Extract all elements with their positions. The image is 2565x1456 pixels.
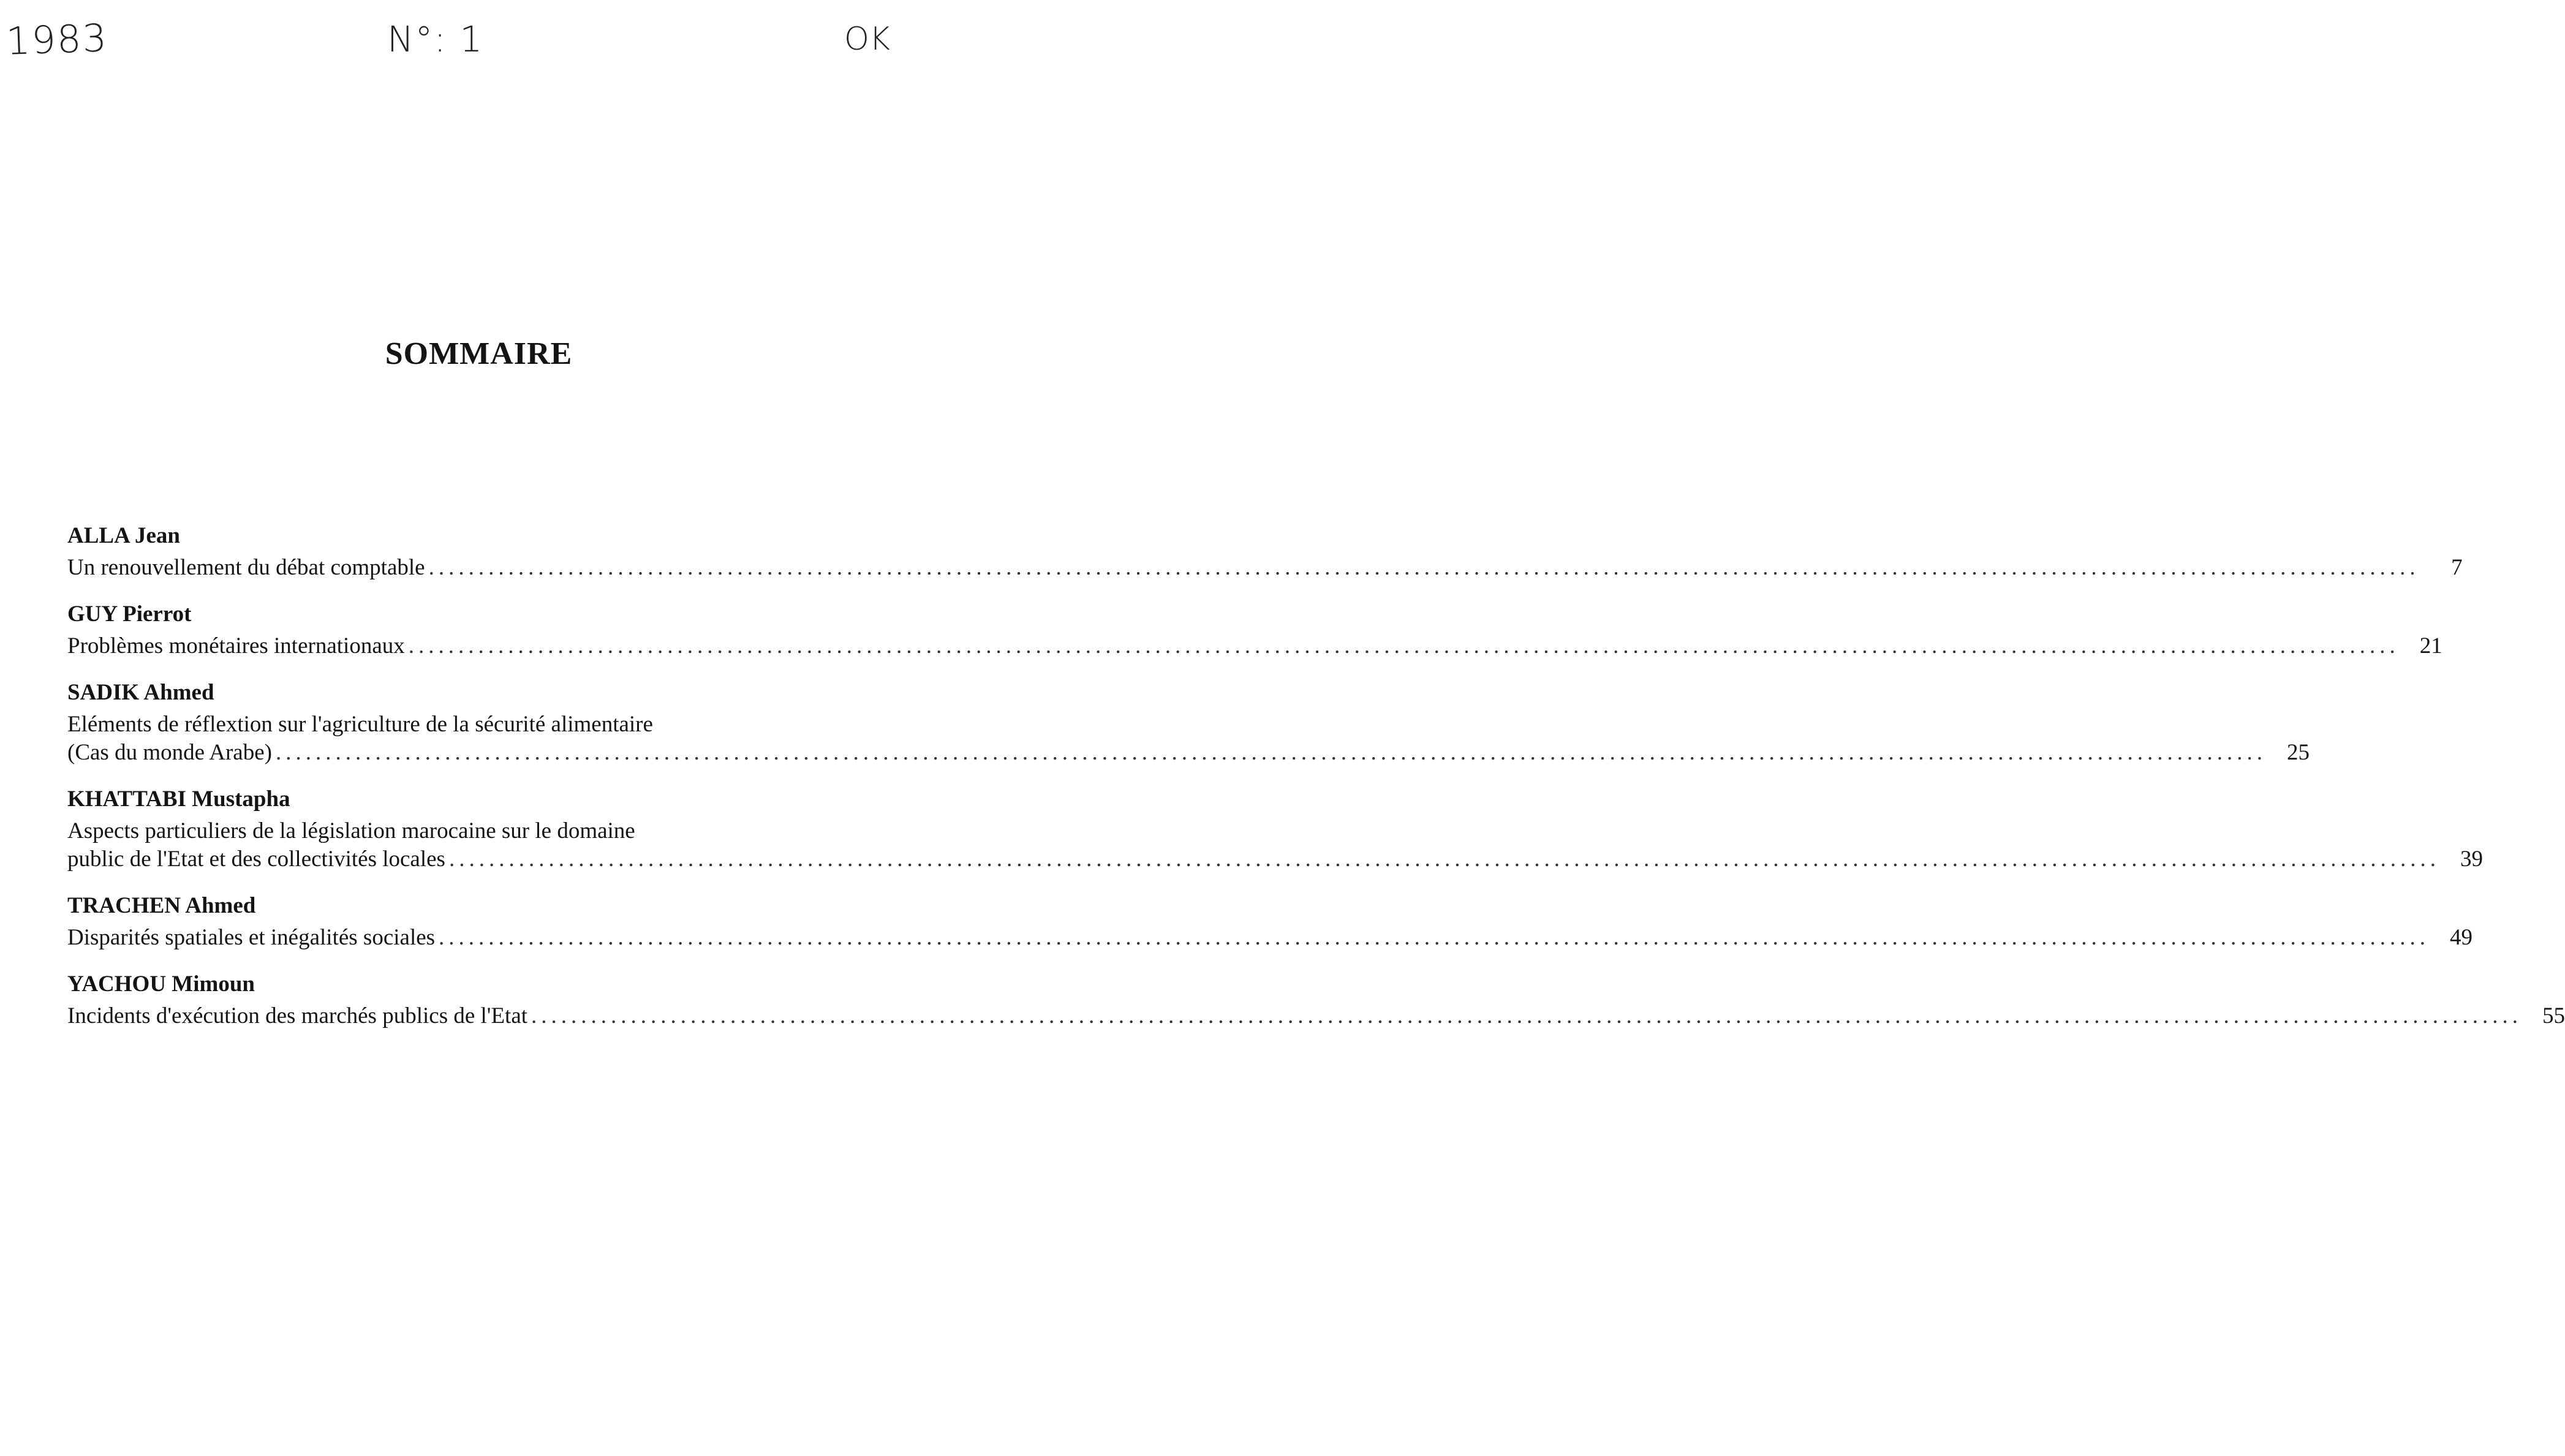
entry-title-continued: (Cas du monde Arabe) [67, 740, 272, 765]
entry-page-number: 55 [2542, 1003, 2565, 1028]
dot-leader: ........................................................................................................................................................................................................ [275, 740, 2267, 765]
entry-author: TRACHEN Ahmed [67, 893, 256, 918]
handwritten-ok-mark: OK [844, 21, 891, 58]
handwritten-issue-number: N°: 1 [387, 18, 484, 60]
entry-author: KHATTABI Mustapha [67, 786, 290, 812]
entry-title-line [67, 1002, 2565, 1030]
dot-leader: ........................................................................................................................................................................................................ [408, 633, 2400, 658]
toc-entry [67, 970, 2565, 1030]
dot-leader: ........................................................................................................................................................................................................ [439, 925, 2430, 950]
entry-title: Incidents d'exécution des marchés publics de l'Etat [67, 1003, 528, 1028]
table-of-contents [67, 522, 2565, 1049]
entry-page-number: 7 [2451, 555, 2463, 580]
dot-leader: ........................................................................................................................................................................................................ [428, 555, 2420, 580]
entry-title: Problèmes monétaires internationaux [67, 633, 405, 658]
entry-title: Disparités spatiales et inégalités sociales [67, 925, 436, 950]
entry-title-line [67, 711, 923, 739]
page-title: SOMMAIRE [385, 336, 573, 371]
entry-author: SADIK Ahmed [67, 680, 214, 705]
entry-title-line [67, 817, 923, 845]
handwritten-year: 1983 [5, 15, 109, 64]
toc-entry [67, 522, 2463, 582]
entry-page-number: 25 [2286, 740, 2310, 765]
toc-entry [67, 679, 2310, 767]
toc-entry [67, 600, 2442, 660]
entry-title: Eléments de réflextion sur l'agriculture de la sécurité alimentaire [67, 712, 653, 737]
entry-title-line [67, 924, 2473, 952]
entry-page-number: 49 [2450, 925, 2473, 950]
toc-entry [67, 785, 2483, 873]
entry-author: YACHOU Mimoun [67, 971, 255, 997]
entry-author: ALLA Jean [67, 523, 181, 548]
entry-title: Aspects particuliers de la législation marocaine sur le domaine [67, 818, 635, 843]
entry-page-number: 21 [2419, 633, 2442, 658]
entry-title-line [67, 845, 2483, 873]
entry-title-line [67, 739, 2310, 767]
entry-page-number: 39 [2460, 847, 2483, 872]
entry-author: GUY Pierrot [67, 602, 192, 627]
entry-title-line [67, 554, 2463, 582]
entry-title-line [67, 632, 2442, 660]
dot-leader: ........................................................................................................................................................................................................ [448, 847, 2440, 872]
toc-entry [67, 892, 2473, 952]
dot-leader: ........................................................................................................................................................................................................ [531, 1003, 2523, 1028]
entry-title: Un renouvellement du débat comptable [67, 555, 425, 580]
entry-title-continued: public de l'Etat et des collectivités locales [67, 847, 445, 872]
